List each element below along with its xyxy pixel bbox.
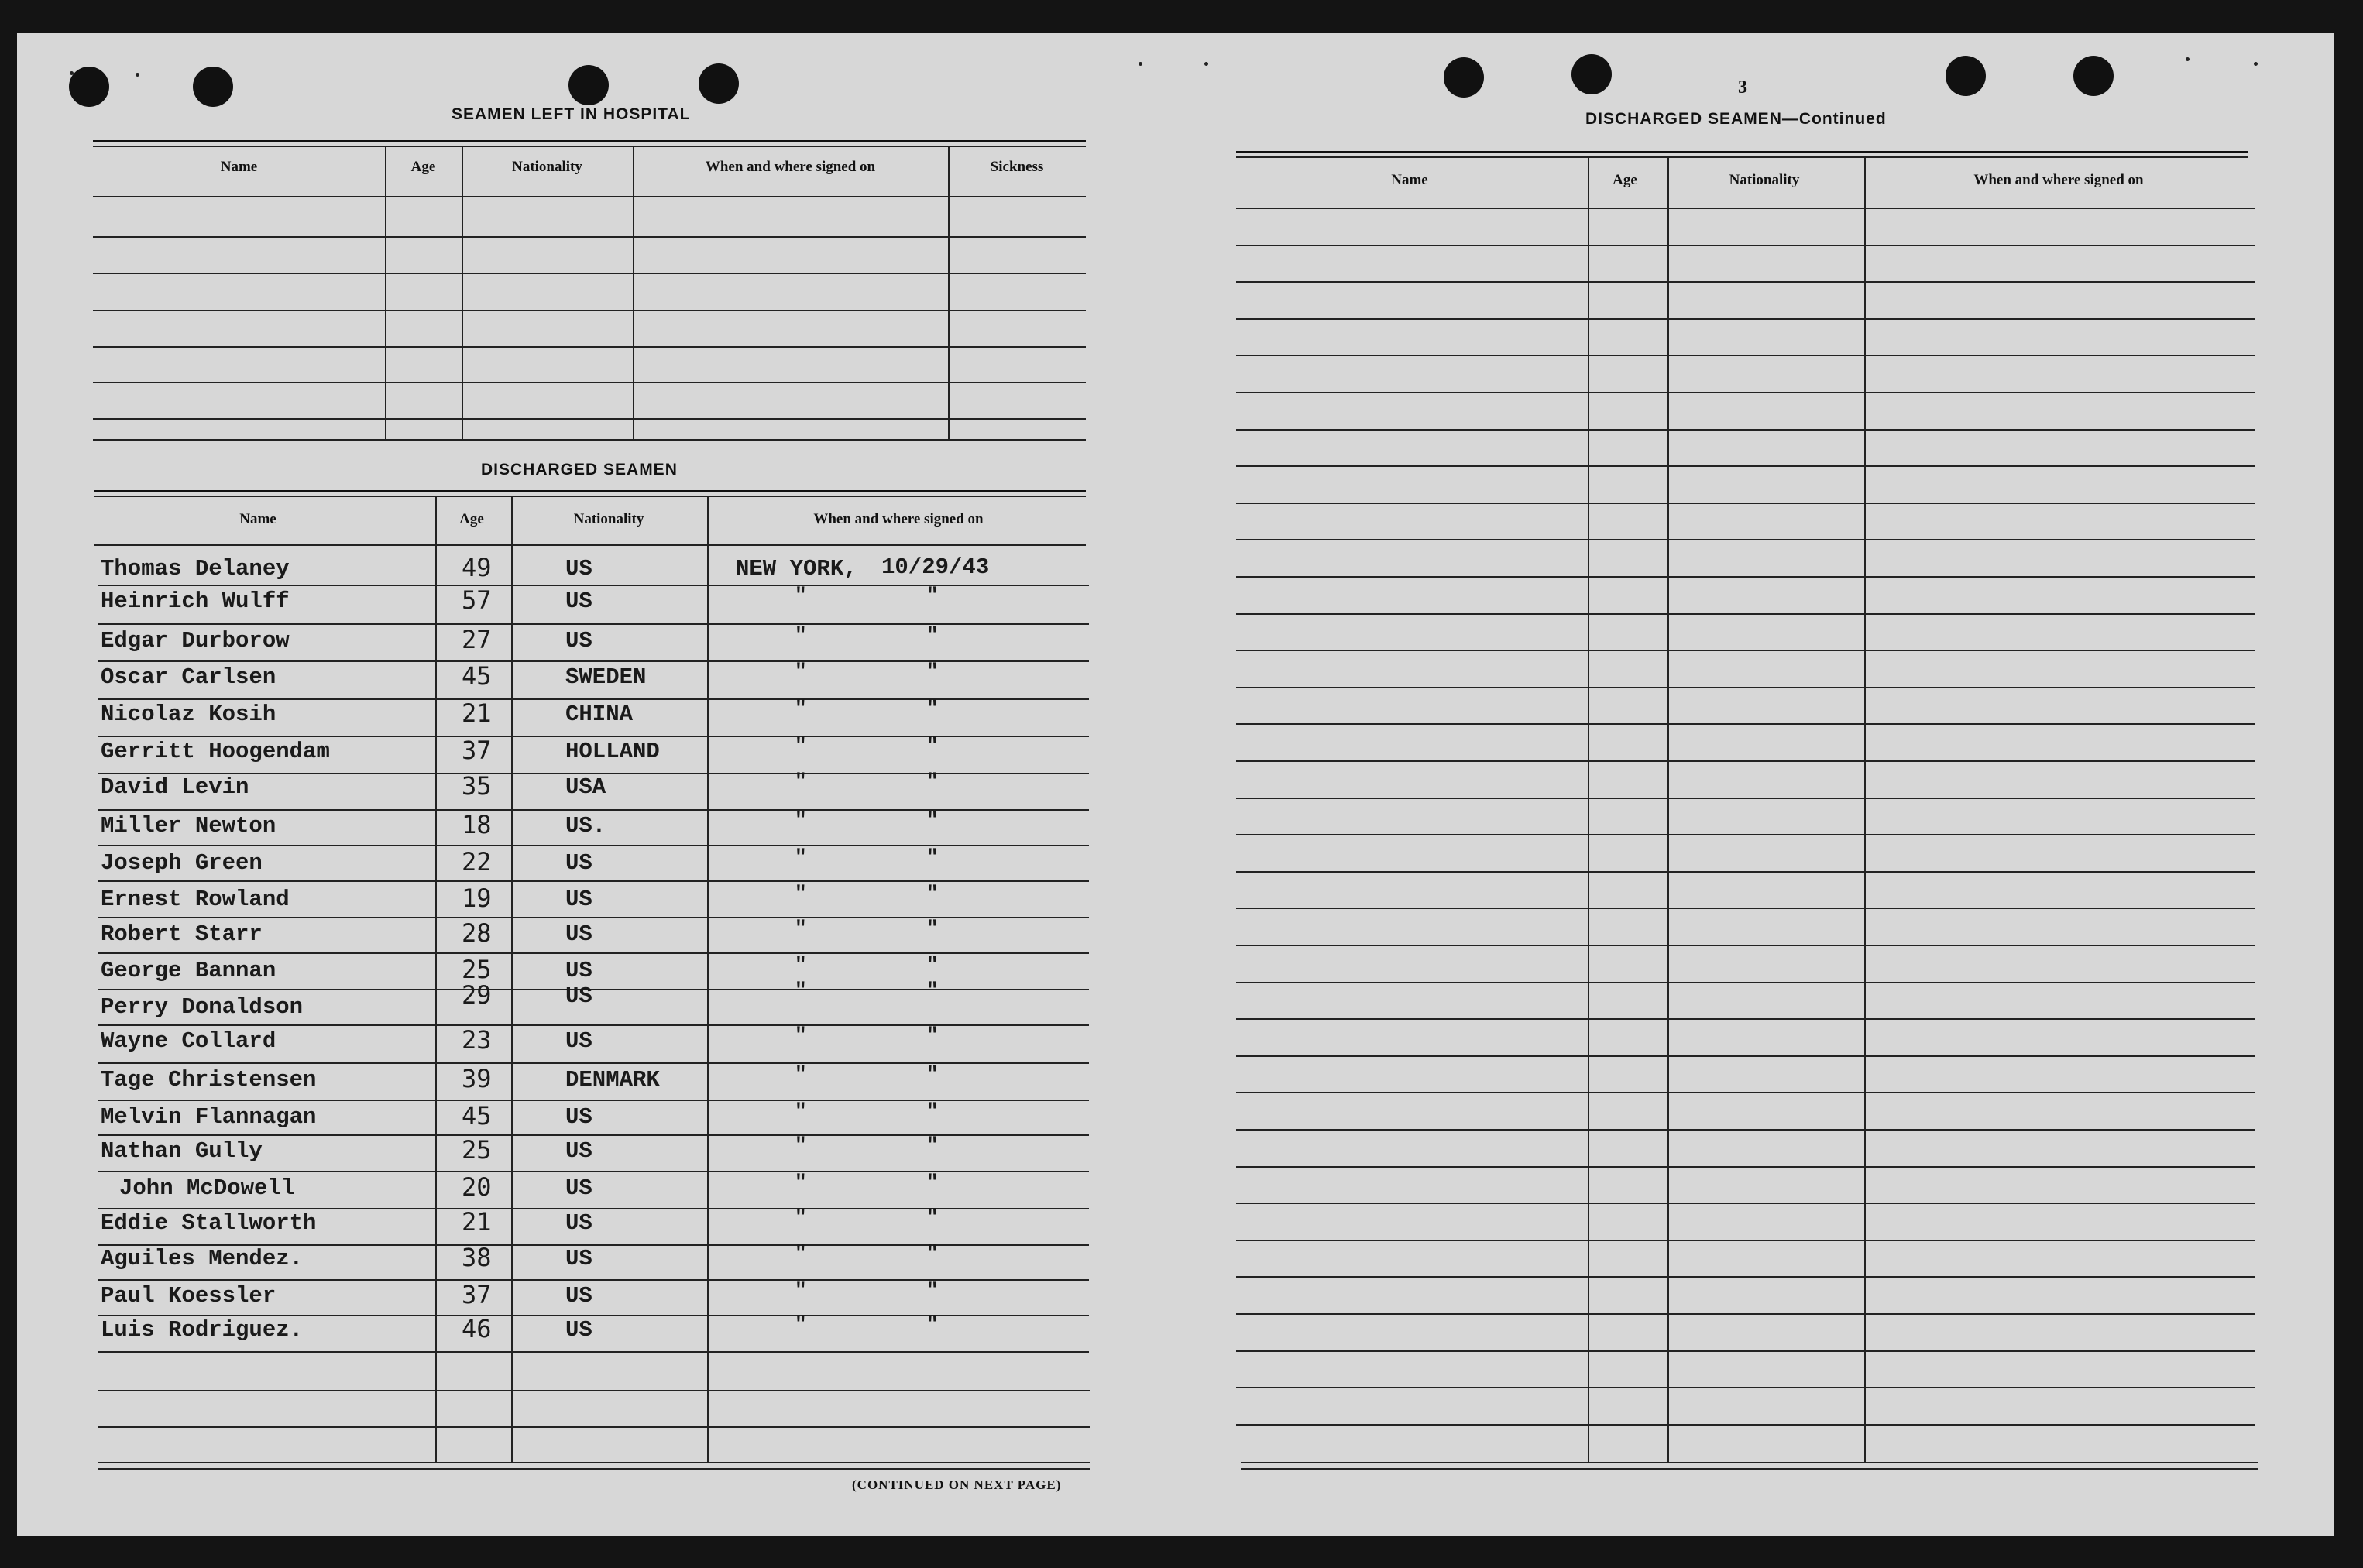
continued-row-line bbox=[1236, 723, 2255, 725]
signed-on-place: NEW YORK, bbox=[736, 556, 857, 582]
continued-row-line bbox=[1236, 982, 2255, 983]
continued-row-line bbox=[1236, 650, 2255, 651]
seaman-age: 29 bbox=[462, 980, 492, 1010]
punch-hole bbox=[69, 67, 109, 107]
discharged-row-line bbox=[98, 1351, 1089, 1353]
seaman-age: 21 bbox=[462, 1207, 492, 1237]
hospital-header-age: Age bbox=[410, 159, 436, 175]
seaman-name: David Levin bbox=[101, 774, 249, 800]
seaman-nationality: US bbox=[565, 921, 592, 947]
punch-hole bbox=[193, 67, 233, 107]
seaman-age: 49 bbox=[462, 553, 492, 582]
continued-row-line bbox=[1236, 1313, 2255, 1315]
ditto-mark: " bbox=[795, 917, 807, 940]
discharged-top-rule bbox=[94, 490, 1086, 492]
register-sheet bbox=[17, 33, 2334, 1536]
ditto-mark: " bbox=[926, 623, 939, 647]
continued-header-when-and-where-signed-on: When and where signed on bbox=[1973, 172, 2144, 188]
punch-hole bbox=[699, 63, 739, 104]
hospital-row-line bbox=[93, 196, 1086, 197]
ditto-mark: " bbox=[926, 882, 939, 905]
ditto-mark: " bbox=[795, 584, 807, 607]
seaman-age: 28 bbox=[462, 918, 492, 948]
hospital-row-line bbox=[93, 310, 1086, 311]
continued-row-line bbox=[1236, 539, 2255, 540]
continued-row-line bbox=[1236, 1166, 2255, 1168]
seaman-age: 21 bbox=[462, 698, 492, 728]
continued-section-title: DISCHARGED SEAMEN—Continued bbox=[1585, 110, 1887, 128]
seaman-age: 38 bbox=[462, 1243, 492, 1272]
seaman-nationality: US bbox=[565, 1104, 592, 1130]
discharged-row-line bbox=[98, 809, 1089, 811]
seaman-name: Eddie Stallworth bbox=[101, 1210, 317, 1236]
seaman-name: Nicolaz Kosih bbox=[101, 702, 276, 727]
continued-row-line bbox=[1236, 245, 2255, 246]
seaman-name: Ernest Rowland bbox=[101, 887, 290, 912]
seaman-nationality: US bbox=[565, 1210, 592, 1236]
ditto-mark: " bbox=[926, 770, 939, 793]
ditto-mark: " bbox=[795, 623, 807, 647]
ditto-mark: " bbox=[795, 734, 807, 757]
ditto-mark: " bbox=[926, 697, 939, 720]
seaman-age: 27 bbox=[462, 625, 492, 654]
continued-row-line bbox=[1236, 1240, 2255, 1241]
ink-speck bbox=[136, 73, 139, 77]
ditto-mark: " bbox=[926, 734, 939, 757]
continued-row-line bbox=[1236, 945, 2255, 946]
continued-row-line bbox=[1236, 318, 2255, 320]
seaman-age: 37 bbox=[462, 736, 492, 765]
seaman-age: 46 bbox=[462, 1314, 492, 1343]
seaman-age: 39 bbox=[462, 1064, 492, 1093]
hospital-row-line bbox=[93, 418, 1086, 420]
ditto-mark: " bbox=[795, 979, 807, 1002]
ditto-mark: " bbox=[795, 770, 807, 793]
discharged-divider-age bbox=[435, 496, 437, 1463]
seaman-nationality: US bbox=[565, 983, 592, 1009]
hospital-top-rule bbox=[93, 140, 1086, 142]
seaman-age: 22 bbox=[462, 847, 492, 877]
ditto-mark: " bbox=[795, 1241, 807, 1264]
hospital-header-when-and-where-signed-on: When and where signed on bbox=[705, 159, 876, 175]
ink-speck bbox=[2254, 62, 2258, 66]
seaman-nationality: US bbox=[565, 1028, 592, 1054]
discharged-row-line bbox=[98, 1062, 1089, 1064]
continued-row-line bbox=[1236, 576, 2255, 578]
discharged-row-line bbox=[98, 1208, 1089, 1209]
seaman-name: Wayne Collard bbox=[101, 1028, 276, 1054]
continued-divider-nationality bbox=[1667, 156, 1669, 1462]
seaman-age: 18 bbox=[462, 810, 492, 839]
continued-divider-age bbox=[1588, 156, 1589, 1462]
ditto-mark: " bbox=[926, 1171, 939, 1194]
discharged-row-line bbox=[98, 1100, 1089, 1101]
ditto-mark: " bbox=[795, 1312, 807, 1336]
ditto-mark: " bbox=[926, 846, 939, 869]
seaman-nationality: US bbox=[565, 887, 592, 912]
ditto-mark: " bbox=[926, 1134, 939, 1157]
discharged-top-rule-inner bbox=[94, 496, 1086, 497]
hospital-section-title: SEAMEN LEFT IN HOSPITAL bbox=[452, 105, 691, 123]
continued-row-line bbox=[1236, 281, 2255, 283]
continued-row-line bbox=[1236, 429, 2255, 431]
hospital-row-line bbox=[93, 346, 1086, 348]
ditto-mark: " bbox=[926, 1206, 939, 1229]
discharged-row-line bbox=[98, 660, 1089, 662]
hospital-row-line bbox=[93, 439, 1086, 441]
punch-hole bbox=[1946, 56, 1986, 96]
discharged-blank-row-line bbox=[98, 1390, 1090, 1391]
ditto-mark: " bbox=[926, 1278, 939, 1302]
ditto-mark: " bbox=[795, 1062, 807, 1086]
continued-row-line bbox=[1236, 1018, 2255, 1020]
hospital-header-sickness: Sickness bbox=[990, 159, 1044, 175]
continued-divider-signed-on bbox=[1864, 156, 1866, 1462]
hospital-row-line bbox=[93, 382, 1086, 383]
discharged-row-line bbox=[98, 952, 1089, 954]
seaman-age: 35 bbox=[462, 771, 492, 801]
continued-row-line bbox=[1236, 908, 2255, 909]
discharged-row-line bbox=[98, 1279, 1089, 1281]
ink-speck bbox=[2186, 57, 2190, 61]
ditto-mark: " bbox=[926, 979, 939, 1002]
continued-footer: (CONTINUED ON NEXT PAGE) bbox=[852, 1477, 1062, 1492]
discharged-divider-signed-on bbox=[707, 496, 709, 1463]
seaman-name: Luis Rodriguez. bbox=[101, 1317, 304, 1343]
punch-hole bbox=[2073, 56, 2114, 96]
continued-header-name: Name bbox=[1391, 172, 1428, 188]
discharged-header-nationality: Nationality bbox=[573, 511, 644, 527]
continued-row-line bbox=[1236, 392, 2255, 393]
continued-row-line bbox=[1236, 1276, 2255, 1278]
seaman-age: 45 bbox=[462, 1101, 492, 1131]
seaman-name: Tage Christensen bbox=[101, 1067, 317, 1093]
seaman-nationality: US bbox=[565, 1246, 592, 1271]
continued-row-line bbox=[1236, 355, 2255, 356]
discharged-row-line bbox=[98, 736, 1089, 737]
discharged-blank-row-line bbox=[98, 1426, 1090, 1428]
continued-row-line bbox=[1236, 834, 2255, 835]
seaman-age: 19 bbox=[462, 884, 492, 913]
discharged-divider-nationality bbox=[511, 496, 513, 1463]
punch-hole bbox=[1444, 57, 1484, 98]
discharged-row-line bbox=[98, 917, 1089, 918]
continued-bottom-rule bbox=[1241, 1462, 2258, 1463]
ditto-mark: " bbox=[795, 1206, 807, 1229]
continued-row-line bbox=[1236, 613, 2255, 615]
hospital-row-line bbox=[93, 236, 1086, 238]
continued-row-line bbox=[1236, 798, 2255, 799]
discharged-row-line bbox=[98, 1134, 1089, 1136]
seaman-name: Melvin Flannagan bbox=[101, 1104, 317, 1130]
ink-speck bbox=[1139, 62, 1142, 66]
ditto-mark: " bbox=[926, 1312, 939, 1336]
seaman-age: 57 bbox=[462, 585, 492, 615]
signed-on-date: 10/29/43 bbox=[881, 554, 990, 580]
discharged-row-line bbox=[98, 698, 1089, 700]
ditto-mark: " bbox=[795, 1100, 807, 1123]
seaman-name: Oscar Carlsen bbox=[101, 664, 276, 690]
seaman-name: Miller Newton bbox=[101, 813, 276, 839]
seaman-nationality: USA bbox=[565, 774, 606, 800]
seaman-nationality: US bbox=[565, 1317, 592, 1343]
seaman-nationality: US bbox=[565, 1138, 592, 1164]
hospital-column-divider bbox=[462, 146, 463, 439]
seaman-age: 25 bbox=[462, 955, 492, 984]
hospital-header-name: Name bbox=[220, 159, 258, 175]
continued-row-line bbox=[1236, 1203, 2255, 1204]
discharged-row-line bbox=[98, 1315, 1089, 1316]
seaman-name: Paul Koessler bbox=[101, 1283, 276, 1309]
discharged-row-line bbox=[98, 623, 1089, 625]
ditto-mark: " bbox=[926, 953, 939, 976]
seaman-nationality: US bbox=[565, 1283, 592, 1309]
seaman-nationality: US bbox=[565, 628, 592, 654]
discharged-header-age: Age bbox=[459, 511, 484, 527]
discharged-bottom-rule bbox=[98, 1468, 1090, 1470]
ditto-mark: " bbox=[795, 697, 807, 720]
ditto-mark: " bbox=[795, 882, 807, 905]
seaman-age: 25 bbox=[462, 1135, 492, 1165]
continued-row-line bbox=[1236, 687, 2255, 688]
ditto-mark: " bbox=[795, 808, 807, 832]
discharged-row-line bbox=[98, 1171, 1089, 1172]
seaman-name: Robert Starr bbox=[101, 921, 263, 947]
seaman-name: Heinrich Wulff bbox=[101, 588, 290, 614]
ditto-mark: " bbox=[795, 953, 807, 976]
seaman-name: Gerritt Hoogendam bbox=[101, 739, 330, 764]
continued-row-line bbox=[1236, 1387, 2255, 1388]
ditto-mark: " bbox=[926, 1062, 939, 1086]
hospital-header-nationality: Nationality bbox=[512, 159, 582, 175]
continued-row-line bbox=[1236, 1424, 2255, 1426]
continued-row-line bbox=[1236, 871, 2255, 873]
ditto-mark: " bbox=[795, 1134, 807, 1157]
continued-header-age: Age bbox=[1613, 172, 1637, 188]
ditto-mark: " bbox=[926, 584, 939, 607]
seaman-age: 45 bbox=[462, 661, 492, 691]
seaman-name: Edgar Durborow bbox=[101, 628, 290, 654]
discharged-section-title: DISCHARGED SEAMEN bbox=[481, 461, 678, 479]
discharged-row-line bbox=[98, 989, 1089, 990]
discharged-header-when-and-where-signed-on: When and where signed on bbox=[813, 511, 984, 527]
ditto-mark: " bbox=[926, 808, 939, 832]
hospital-column-divider bbox=[948, 146, 950, 439]
hospital-top-rule-inner bbox=[93, 146, 1086, 147]
discharged-row-line bbox=[98, 1024, 1089, 1026]
seaman-name: Nathan Gully bbox=[101, 1138, 263, 1164]
seaman-nationality: US bbox=[565, 958, 592, 983]
continued-bottom-rule-inner bbox=[1241, 1468, 2258, 1470]
seaman-nationality: US bbox=[565, 1175, 592, 1201]
ditto-mark: " bbox=[795, 660, 807, 683]
seaman-nationality: SWEDEN bbox=[565, 664, 647, 690]
seaman-name: Thomas Delaney bbox=[101, 556, 290, 582]
hospital-column-divider bbox=[385, 146, 386, 439]
ditto-mark: " bbox=[926, 917, 939, 940]
ink-speck bbox=[1204, 62, 1208, 66]
discharged-header-name: Name bbox=[239, 511, 276, 527]
ditto-mark: " bbox=[795, 846, 807, 869]
continued-top-rule-inner bbox=[1236, 156, 2248, 158]
seaman-nationality: HOLLAND bbox=[565, 739, 660, 764]
ditto-mark: " bbox=[926, 1241, 939, 1264]
continued-row-line bbox=[1236, 1350, 2255, 1352]
seaman-nationality: US bbox=[565, 588, 592, 614]
seaman-nationality: CHINA bbox=[565, 702, 634, 727]
ditto-mark: " bbox=[926, 1100, 939, 1123]
continued-top-rule bbox=[1236, 151, 2248, 153]
ditto-mark: " bbox=[795, 1171, 807, 1194]
discharged-blank-row-line bbox=[98, 1462, 1090, 1463]
seaman-name: Joseph Green bbox=[101, 850, 263, 876]
seaman-age: 23 bbox=[462, 1025, 492, 1055]
ditto-mark: " bbox=[795, 1024, 807, 1047]
seaman-name: George Bannan bbox=[101, 958, 276, 983]
hospital-row-line bbox=[93, 273, 1086, 274]
continued-row-line bbox=[1236, 208, 2255, 209]
seaman-age: 37 bbox=[462, 1280, 492, 1309]
discharged-header-rule bbox=[94, 544, 1086, 546]
ink-speck bbox=[70, 71, 74, 75]
discharged-row-line bbox=[98, 880, 1089, 882]
discharged-row-line bbox=[98, 845, 1089, 846]
continued-row-line bbox=[1236, 1092, 2255, 1093]
seaman-name: Aguiles Mendez. bbox=[101, 1246, 304, 1271]
continued-row-line bbox=[1236, 760, 2255, 762]
seaman-name: John McDowell bbox=[119, 1175, 295, 1201]
seaman-nationality: US bbox=[565, 556, 592, 582]
page-number: 3 bbox=[1738, 77, 1747, 98]
continued-row-line bbox=[1236, 1055, 2255, 1057]
punch-hole bbox=[568, 65, 609, 105]
continued-row-line bbox=[1236, 465, 2255, 467]
punch-hole bbox=[1571, 54, 1612, 94]
ditto-mark: " bbox=[926, 1024, 939, 1047]
continued-row-line bbox=[1236, 503, 2255, 504]
seaman-name: Perry Donaldson bbox=[101, 994, 304, 1020]
seaman-age: 20 bbox=[462, 1172, 492, 1202]
seaman-nationality: DENMARK bbox=[565, 1067, 660, 1093]
discharged-row-line bbox=[98, 585, 1089, 586]
seaman-nationality: US bbox=[565, 850, 592, 876]
ditto-mark: " bbox=[795, 1278, 807, 1302]
hospital-column-divider bbox=[633, 146, 634, 439]
seaman-nationality: US. bbox=[565, 813, 606, 839]
ditto-mark: " bbox=[926, 660, 939, 683]
continued-row-line bbox=[1236, 1129, 2255, 1131]
continued-header-nationality: Nationality bbox=[1729, 172, 1800, 188]
